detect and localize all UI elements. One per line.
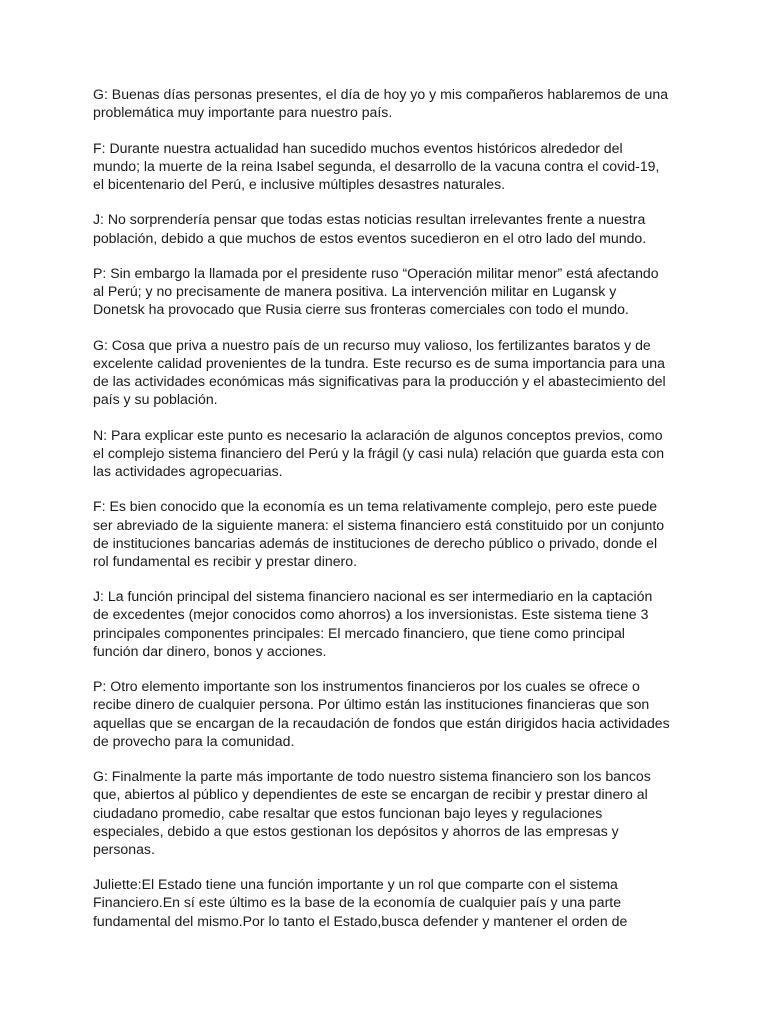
text-line: que, abiertos al público y dependientes de este se encargan de recibir y prestar dinero al [93, 786, 648, 803]
text-line: país y su población. [93, 391, 218, 408]
text-line: de excedentes (mejor conocidos como ahorros) a los inversionistas. Este sistema tiene 3 [93, 606, 649, 623]
document-body [93, 85, 683, 947]
dialogue-paragraph [93, 336, 683, 409]
dialogue-paragraph [93, 85, 683, 121]
text-line: P: Sin embargo la llamada por el presidente ruso “Operación militar menor” está afectando [93, 264, 659, 281]
text-line: J: No sorprendería pensar que todas estas noticias resultan irrelevantes frente a nuestra [93, 211, 646, 228]
text-line: de provecho para la comunidad. [93, 732, 295, 749]
dialogue-paragraph [93, 426, 683, 481]
text-line: aquellas que se encargan de la recaudación de fondos que están dirigidos hacia actividades [93, 714, 670, 731]
text-line: ciudadano promedio, cabe resaltar que estos funcionan bajo leyes y regulaciones [93, 804, 603, 821]
text-line: el bicentenario del Perú, e inclusive múltiples desastres naturales. [93, 175, 506, 192]
text-line: Financiero.En sí este último es la base de la economía de cualquier país y una parte [93, 894, 622, 911]
text-line: F: Durante nuestra actualidad han sucedido muchos eventos históricos alrededor del [93, 139, 623, 156]
text-line: J: La función principal del sistema financiero nacional es ser intermediario en la captación [93, 588, 653, 605]
text-line: rol fundamental es recibir y prestar dinero. [93, 552, 357, 569]
text-line: el complejo sistema financiero del Perú y la frágil (y casi nula) relación que guarda esta con [93, 444, 665, 461]
text-line: N: Para explicar este punto es necesario la aclaración de algunos conceptos previos, como [93, 426, 663, 443]
text-line: P: Otro elemento importante son los instrumentos financieros por los cuales se ofrece o [93, 678, 640, 695]
text-line: excelente calidad provenientes de la tundra. Este recurso es de suma importancia para una [93, 354, 665, 371]
text-line: problemática muy importante para nuestro país. [93, 104, 393, 121]
text-line: las actividades agropecuarias. [93, 462, 283, 479]
text-line: F: Es bien conocido que la economía es un tema relativamente complejo, pero este puede [93, 498, 658, 515]
dialogue-paragraph [93, 139, 683, 194]
dialogue-paragraph [93, 767, 683, 858]
text-line: Juliette:El Estado tiene una función importante y un rol que comparte con el sistema [93, 876, 618, 893]
text-line: recibe dinero de cualquier persona. Por último están las instituciones financieras que son [93, 696, 650, 713]
text-line: ser abreviado de la siguiente manera: el sistema financiero está constituido por un conjunto [93, 516, 665, 533]
text-line: de instituciones bancarias además de instituciones de derecho público o privado, donde el [93, 534, 658, 551]
text-line: población, debido a que muchos de estos eventos sucedieron en el otro lado del mundo. [93, 229, 647, 246]
text-line: Donetsk ha provocado que Rusia cierre sus fronteras comerciales con todo el mundo. [93, 301, 629, 318]
text-line: función dar dinero, bonos y acciones. [93, 642, 327, 659]
text-line: fundamental del mismo.Por lo tanto el Estado,busca defender y mantener el orden de [93, 912, 628, 929]
dialogue-paragraph [93, 677, 683, 750]
dialogue-paragraph [93, 587, 683, 660]
text-line: principales componentes principales: El mercado financiero, que tiene como principal [93, 624, 625, 641]
text-line: mundo; la muerte de la reina Isabel segunda, el desarrollo de la vacuna contra el covid-19, [93, 157, 660, 174]
text-line: de las actividades económicas más significativas para la producción y el abastecimiento del [93, 373, 666, 389]
text-line: G: Cosa que priva a nuestro país de un recurso muy valioso, los fertilizantes baratos y de [93, 336, 651, 353]
text-line: G: Buenas días personas presentes, el día de hoy yo y mis compañeros hablaremos de una [93, 86, 669, 102]
dialogue-paragraph [93, 210, 683, 246]
text-line: G: Finalmente la parte más importante de todo nuestro sistema financiero son los bancos [93, 768, 651, 785]
text-line: personas. [93, 840, 155, 857]
dialogue-paragraph [93, 264, 683, 319]
dialogue-paragraph [93, 875, 683, 930]
text-line: especiales, debido a que estos gestionan los depósitos y ahorros de las empresas y [93, 822, 619, 839]
dialogue-paragraph [93, 497, 683, 570]
text-line: al Perú; y no precisamente de manera positiva. La intervención militar en Lugansk y [93, 283, 617, 300]
